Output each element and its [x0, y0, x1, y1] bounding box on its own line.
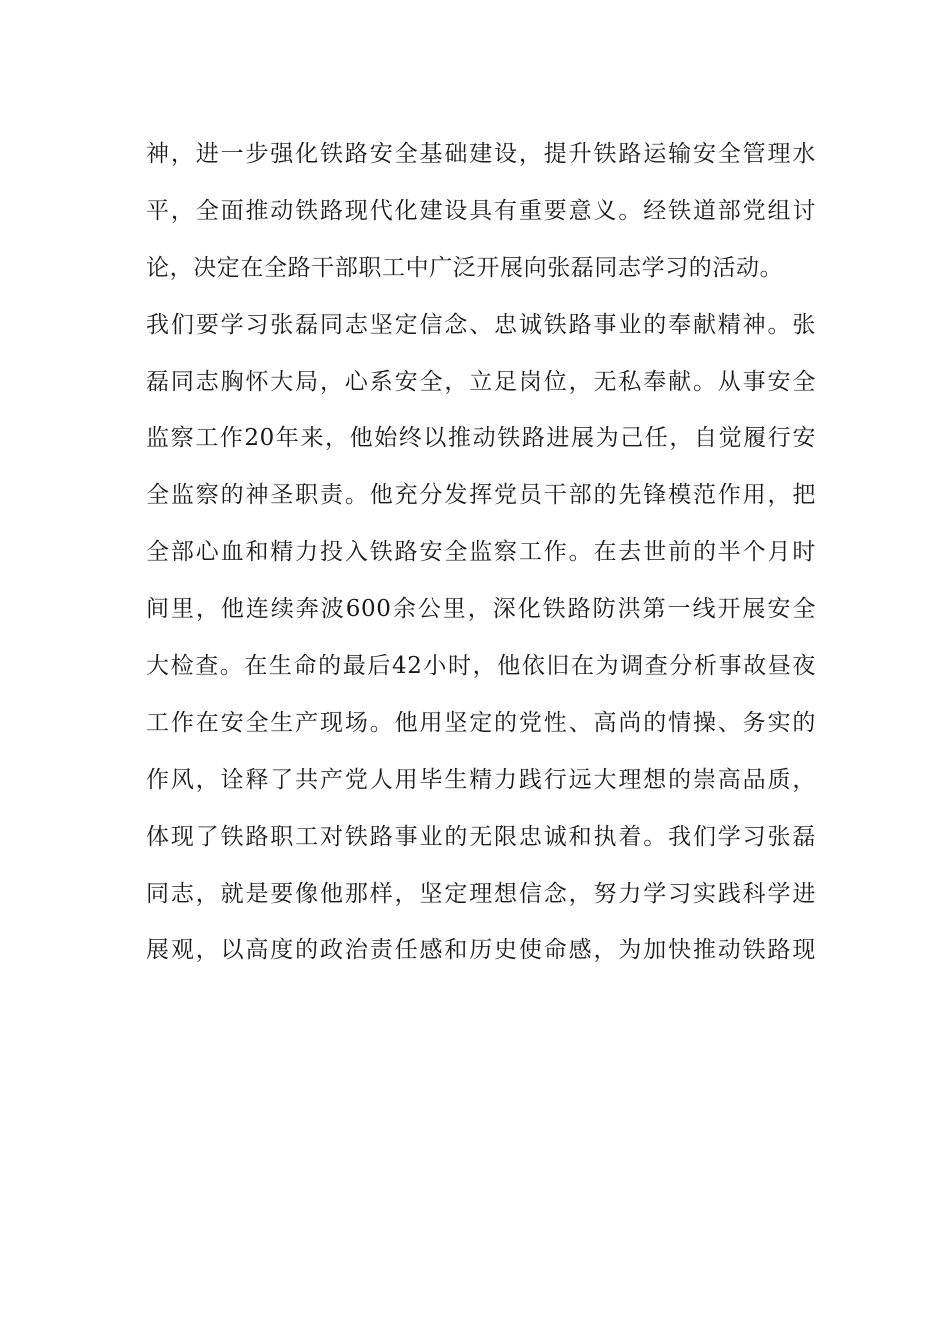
- text-line: 论，决定在全路干部职工中广泛开展向张磊同志学习的活动。: [146, 254, 784, 281]
- text-line: 展观，以高度的政治责任感和历史使命感，为加快推动铁路现: [146, 937, 816, 964]
- text-line: 作风，诠释了共产党人用毕生精力践行远大理想的崇高品质，: [146, 766, 816, 793]
- text-line: 我们要学习张磊同志坚定信念、忠诚铁路事业的奉献精神。张: [146, 311, 816, 338]
- text-line: 全部心血和精力投入铁路安全监察工作。在去世前的半个月时: [146, 539, 816, 566]
- text-line: 磊同志胸怀大局，心系安全，立足岗位，无私奉献。从事安全: [146, 368, 816, 395]
- text-line: 工作在安全生产现场。他用坚定的党性、高尚的情操、务实的: [146, 709, 816, 736]
- body-text: [146, 130, 816, 983]
- text-line: 同志，就是要像他那样，坚定理想信念，努力学习实践科学进: [146, 880, 816, 907]
- text-line: 监察工作20年来，他始终以推动铁路进展为己任，自觉履行安: [146, 425, 816, 452]
- text-line: 体现了铁路职工对铁路事业的无限忠诚和执着。我们学习张磊: [146, 823, 816, 850]
- text-line: 平，全面推动铁路现代化建设具有重要意义。经铁道部党组讨: [146, 197, 816, 224]
- text-line: 间里，他连续奔波600余公里，深化铁路防洪第一线开展安全: [146, 596, 816, 623]
- text-line: 全监察的神圣职责。他充分发挥党员干部的先锋模范作用，把: [146, 482, 816, 509]
- text-line: 神，进一步强化铁路安全基础建设，提升铁路运输安全管理水: [146, 141, 816, 167]
- text-line: 大检查。在生命的最后42小时，他依旧在为调查分析事故昼夜: [146, 653, 816, 680]
